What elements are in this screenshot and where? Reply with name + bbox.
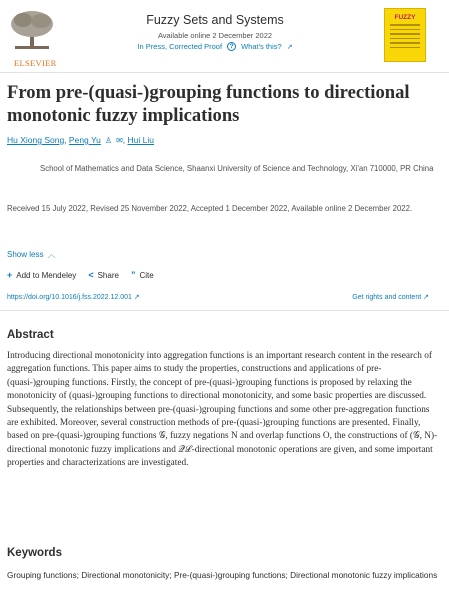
external-arrow-icon: ↗ [423,294,429,301]
journal-info [90,13,340,51]
add-to-mendeley-label: Add to Mendeley [16,270,77,280]
article-actions [7,270,154,280]
publisher-name: ELSEVIER [14,58,57,68]
rights-text: Get rights and content [352,294,422,301]
header-divider [0,72,449,73]
journal-name-link[interactable]: Fuzzy Sets and Systems [146,13,284,27]
help-icon[interactable]: ? [227,42,236,51]
journal-cover[interactable] [384,8,426,62]
cite-button[interactable] [131,270,154,280]
available-date: Available online 2 December 2022 [157,31,273,40]
external-arrow-icon: ↗ [133,294,140,301]
affiliation: School of Mathematics and Data Science, Shaanxi University of Science and Technology, Xi'an 710000, PR China [40,164,434,173]
author-separator: , [64,135,69,145]
doi-row [7,293,429,301]
tree-icon [7,8,57,52]
author-list [7,135,154,145]
plus-icon: + [7,270,13,280]
cover-decoration [390,24,420,51]
whats-this-link[interactable]: What's this? [241,42,282,51]
section-divider [0,310,449,311]
keywords-text: Grouping functions; Directional monotonicity; Pre-(quasi-)grouping functions; Directional monotonic fuzzy implications [7,570,438,580]
external-arrow-icon: ↗ [286,43,293,51]
abstract-text: Introducing directional monotonicity into aggregation functions is an important research content in the research of aggregation functions. This paper aims to study the properties, constructions and applications of pre-(quasi-)grouping functions. Firstly, the concept of pre-(quasi-)grouping functions is proposed by relaxing the monotonicity of (quasi-)grouping functions to directional monotonicity, and some basic properties are discussed. Subsequently, the relationships between pre-(quasi-)grouping functions and some other pre-aggregation functions are exhibited. Moreover, several construction methods of pre-(quasi-)grouping functions are presented. Finally, based on pre-(quasi-)grouping functions 𝒢, fuzzy negations N and overlap functions O, the constructions of (𝒢, N)-directional monotonic fuzzy implications and 𝒬ℒ-directional monotonic operations are given, and some important properties and characterizations are investigated. [7,351,438,469]
article-dates: Received 15 July 2022, Revised 25 November 2022, Accepted 1 December 2022, Available online 2 December 2022. [7,204,413,213]
person-icon[interactable]: ♙ [104,135,113,145]
publication-status [90,42,340,51]
publisher-logo[interactable] [7,8,57,68]
show-less-toggle[interactable] [7,249,55,260]
share-label: Share [97,270,119,280]
author-separator: , [122,135,128,145]
doi-text: https://doi.org/10.1016/j.fss.2022.12.001 [7,294,132,301]
article-title: From pre-(quasi-)grouping functions to directional monotonic fuzzy implications [7,82,410,126]
keywords-heading: Keywords [7,547,62,559]
article-header [0,0,449,70]
doi-link[interactable] [7,293,140,301]
author-link[interactable]: Hui Liu [127,135,154,145]
cite-label: Cite [139,270,154,280]
show-less-label: Show less [7,250,44,259]
abstract-heading: Abstract [7,329,54,341]
add-to-mendeley-button[interactable] [7,270,76,280]
author-link[interactable]: Hu Xiong Song [7,135,65,145]
mail-icon[interactable]: ✉ [116,135,123,145]
status-label: In Press, Corrected Proof [137,42,223,51]
share-icon: < [88,270,94,280]
quote-icon: ” [130,270,136,280]
chevron-up-icon: ︿ [47,250,56,259]
cover-title: FUZZY [394,14,416,21]
rights-link[interactable] [352,293,429,301]
author-link[interactable]: Peng Yu [68,135,101,145]
share-button[interactable] [88,270,119,280]
